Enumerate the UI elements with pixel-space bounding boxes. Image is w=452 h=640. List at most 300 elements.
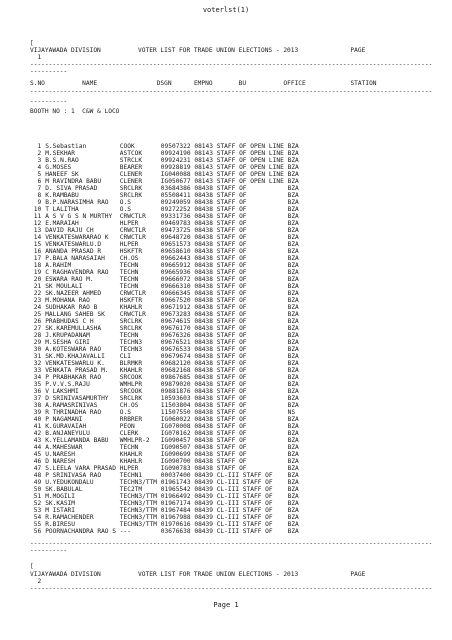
- table-row: [30, 178, 299, 185]
- row-sno: 43: [33, 437, 42, 444]
- row-name: R.BIRESU: [45, 521, 75, 528]
- row-empno: 01967174: [160, 500, 191, 507]
- table-row: [30, 458, 299, 465]
- row-office: STAFF OF OPEN LINE: [216, 157, 284, 164]
- row-empno: 09666072: [160, 276, 191, 283]
- row-empno: IG070008: [160, 423, 191, 430]
- row-dsgn: TECHN3/TTM: [119, 493, 158, 500]
- table-row: [30, 255, 299, 262]
- row-sno: 12: [33, 220, 42, 227]
- row-empno: 09331736: [160, 213, 191, 220]
- row-name: R.RAMACHENDER: [45, 514, 94, 521]
- table-row: [30, 262, 299, 269]
- row-office: CL-III STAFF OF: [216, 472, 273, 479]
- row-name: DAVID RAJU CH: [45, 227, 94, 234]
- table-row: [30, 325, 299, 332]
- row-dsgn: TECHN: [119, 444, 139, 451]
- row-empno: 01970616: [160, 521, 191, 528]
- row-bu: 08438: [194, 325, 213, 332]
- row-office: STAFF OF: [216, 248, 247, 255]
- table-row: [30, 241, 299, 248]
- row-dsgn: KHAHLR: [119, 451, 143, 458]
- row-bu: 08438: [194, 451, 213, 458]
- row-sno: 56: [33, 528, 42, 535]
- row-name: B.S.N.RAO: [45, 157, 79, 164]
- rule-line: ------------------------------------------------------------------------------------------------------------: [30, 540, 433, 547]
- file-title: voterlst(1): [202, 6, 250, 14]
- table-row: [30, 507, 299, 514]
- row-sno: 41: [33, 423, 42, 430]
- row-name: M.MOGILI: [45, 493, 75, 500]
- row-dsgn: TECHN3/TTM: [119, 500, 158, 507]
- row-sno: 55: [33, 521, 42, 528]
- row-empno: 01967988: [160, 514, 191, 521]
- row-bu: 08439: [194, 479, 213, 486]
- row-office: STAFF OF: [216, 262, 247, 269]
- table-row: [30, 360, 299, 367]
- division-name: VIJAYAWADA DIVISION: [30, 571, 101, 578]
- row-office: STAFF OF: [216, 269, 247, 276]
- row-dsgn: TECHN3: [119, 346, 143, 353]
- row-station: BZA: [287, 332, 299, 339]
- row-bu: 08438: [194, 290, 213, 297]
- row-station: BZA: [287, 507, 299, 514]
- col-sno: S.NO: [30, 80, 45, 87]
- row-bu: 08439: [194, 486, 213, 493]
- row-dsgn: O.S: [119, 206, 131, 213]
- table-row: [30, 479, 299, 486]
- row-dsgn: HSKFTR: [119, 297, 143, 304]
- row-station: BZA: [287, 276, 299, 283]
- table-row: [30, 311, 299, 318]
- row-office: STAFF OF: [216, 409, 247, 416]
- row-empno: IG090457: [160, 437, 191, 444]
- table-row: [30, 528, 299, 535]
- row-station: BZA: [287, 241, 299, 248]
- row-name: SK.KAREMULLASHA: [45, 325, 102, 332]
- row-sno: 26: [33, 318, 42, 325]
- row-station: BZA: [287, 192, 299, 199]
- page-number: [30, 54, 41, 61]
- row-name: P.V.V.S.RAJU: [45, 381, 90, 388]
- row-empno: 09666310: [160, 283, 191, 290]
- row-sno: 54: [33, 514, 42, 521]
- row-bu: 08438: [194, 402, 213, 409]
- row-dsgn: ---: [119, 528, 131, 535]
- row-sno: 38: [33, 402, 42, 409]
- row-sno: 31: [33, 353, 42, 360]
- table-row: [30, 297, 299, 304]
- table-row: [30, 332, 299, 339]
- row-name: A.RAMASRINIVAS: [45, 402, 98, 409]
- row-empno: 09676170: [160, 325, 191, 332]
- row-sno: 46: [33, 458, 42, 465]
- row-station: BZA: [287, 465, 299, 472]
- row-bu: 08438: [194, 339, 213, 346]
- row-name: D. SIVA PRASAD: [45, 185, 98, 192]
- row-station: BZA: [287, 269, 299, 276]
- row-empno: 00037400: [160, 472, 191, 479]
- voter-table: [30, 143, 299, 535]
- row-empno: 09676326: [160, 332, 191, 339]
- rule-line: ----------: [30, 68, 68, 75]
- table-row: [30, 143, 299, 150]
- row-bu: 08438: [194, 255, 213, 262]
- table-row: [30, 283, 299, 290]
- row-name: MALLANG SAHEB SK: [45, 311, 105, 318]
- row-name: T LALITHA: [45, 206, 79, 213]
- row-office: STAFF OF: [216, 199, 247, 206]
- row-station: BZA: [287, 171, 299, 178]
- row-name: POORNACHANDRA RAO S: [45, 528, 116, 535]
- table-row: [30, 248, 299, 255]
- row-office: STAFF OF OPEN LINE: [216, 178, 284, 185]
- row-office: STAFF OF: [216, 206, 247, 213]
- row-name: E.MARAIAH: [45, 220, 79, 227]
- row-dsgn: TECHN: [119, 269, 139, 276]
- row-station: BZA: [287, 178, 299, 185]
- row-name: G.MOSES: [45, 164, 72, 171]
- row-name: PRABHUDAS C H: [45, 318, 94, 325]
- table-row: [30, 164, 299, 171]
- row-office: STAFF OF: [216, 388, 247, 395]
- row-empno: 09665936: [160, 269, 191, 276]
- row-name: K.GURAVAIAH: [45, 423, 87, 430]
- row-name: S.Sebastian: [45, 143, 87, 150]
- row-station: BZA: [287, 283, 299, 290]
- rule-line: ------------------------------------------------------------------------------------------------------------: [30, 88, 433, 95]
- row-name: S.LEELA VARA PRASAD: [45, 465, 116, 472]
- row-sno: 50: [33, 486, 42, 493]
- row-sno: 19: [33, 269, 42, 276]
- row-sno: 23: [33, 297, 42, 304]
- table-row: [30, 388, 299, 395]
- row-office: STAFF OF: [216, 234, 247, 241]
- row-station: BZA: [287, 402, 299, 409]
- row-dsgn: SRCLRK: [119, 325, 143, 332]
- row-empno: 09682168: [160, 367, 191, 374]
- table-row: [30, 353, 299, 360]
- row-name: SK MOULALI: [45, 283, 83, 290]
- report-title: VOTER LIST FOR TRADE UNION ELECTIONS - 2013: [138, 47, 299, 54]
- row-dsgn: HLPER: [119, 465, 139, 472]
- row-empno: 09924190: [160, 150, 191, 157]
- row-dsgn: CRWCTLR: [119, 290, 146, 297]
- row-sno: 21: [33, 283, 42, 290]
- row-office: CL-III STAFF OF: [216, 500, 273, 507]
- row-dsgn: STRCLK: [119, 157, 143, 164]
- row-bu: 08438: [194, 458, 213, 465]
- row-sno: 49: [33, 479, 42, 486]
- row-office: STAFF OF: [216, 192, 247, 199]
- row-empno: 09651573: [160, 241, 191, 248]
- row-office: STAFF OF: [216, 430, 247, 437]
- table-row: [30, 472, 299, 479]
- row-empno: IG050677: [160, 178, 191, 185]
- row-empno: 09473725: [160, 227, 191, 234]
- row-office: CL-III STAFF OF: [216, 479, 273, 486]
- row-dsgn: TECHN1: [119, 472, 143, 479]
- row-station: BZA: [287, 395, 299, 402]
- row-bu: 08438: [194, 444, 213, 451]
- row-name: J.KRUPADANAM: [45, 332, 90, 339]
- row-name: A S V G S N MURTHY: [45, 213, 113, 220]
- row-station: BZA: [287, 458, 299, 465]
- row-empno: 03684386: [160, 185, 191, 192]
- row-sno: 35: [33, 381, 42, 388]
- row-station: BZA: [287, 248, 299, 255]
- row-office: STAFF OF: [216, 276, 247, 283]
- row-bu: 08438: [194, 367, 213, 374]
- row-bu: 08439: [194, 528, 213, 535]
- row-station: BZA: [287, 486, 299, 493]
- row-station: BZA: [287, 444, 299, 451]
- row-bu: 08438: [194, 185, 213, 192]
- row-station: BZA: [287, 290, 299, 297]
- page-footer: Page 1: [213, 601, 239, 609]
- row-bu: 08439: [194, 507, 213, 514]
- row-office: STAFF OF: [216, 318, 247, 325]
- row-dsgn: CH.OS: [119, 402, 139, 409]
- row-sno: 20: [33, 276, 42, 283]
- row-office: STAFF OF: [216, 444, 247, 451]
- row-bu: 08438: [194, 248, 213, 255]
- row-empno: IG060022: [160, 416, 191, 423]
- row-station: BZA: [287, 493, 299, 500]
- row-name: A.MAHESWAR: [45, 444, 83, 451]
- table-row: [30, 171, 299, 178]
- row-dsgn: TECHN3/TTM: [119, 507, 158, 514]
- row-station: BZA: [287, 423, 299, 430]
- row-empno: 09867685: [160, 374, 191, 381]
- row-dsgn: WMHLPR-2: [119, 437, 150, 444]
- table-row: [30, 437, 299, 444]
- row-empno: 09665912: [160, 262, 191, 269]
- row-dsgn: WMHLPR: [119, 381, 143, 388]
- row-office: CL-III STAFF OF: [216, 514, 273, 521]
- row-dsgn: TECHN3/TTM: [119, 521, 158, 528]
- row-empno: 09662443: [160, 255, 191, 262]
- table-row: [30, 234, 299, 241]
- row-sno: 51: [33, 493, 42, 500]
- row-name: K.RAMBABU: [45, 192, 79, 199]
- row-sno: 17: [33, 255, 42, 262]
- row-station: BZA: [287, 164, 299, 171]
- row-sno: 40: [33, 416, 42, 423]
- row-bu: 08143: [194, 150, 213, 157]
- row-empno: 09676521: [160, 339, 191, 346]
- row-empno: 09879020: [160, 381, 191, 388]
- row-dsgn: CRWCTLR: [119, 311, 146, 318]
- row-empno: 09671912: [160, 304, 191, 311]
- row-empno: IG070162: [160, 430, 191, 437]
- row-office: STAFF OF: [216, 381, 247, 388]
- row-office: STAFF OF: [216, 437, 247, 444]
- row-dsgn: TECHN: [119, 262, 139, 269]
- row-empno: 09682120: [160, 360, 191, 367]
- row-bu: 08438: [194, 234, 213, 241]
- table-row: [30, 395, 299, 402]
- table-row: [30, 402, 299, 409]
- table-row: [30, 514, 299, 521]
- row-sno: 32: [33, 360, 42, 367]
- row-empno: IG090783: [160, 465, 191, 472]
- row-bu: 08438: [194, 360, 213, 367]
- row-name: P PRABHAKAR RAO: [45, 374, 102, 381]
- row-office: STAFF OF: [216, 339, 247, 346]
- row-station: BZA: [287, 199, 299, 206]
- table-row: [30, 199, 299, 206]
- row-bu: 08438: [194, 465, 213, 472]
- row-office: CL-III STAFF OF: [216, 528, 273, 535]
- report-header: [30, 571, 365, 578]
- table-row: [30, 381, 299, 388]
- row-office: STAFF OF: [216, 458, 247, 465]
- row-name: ESWARA RAO M.: [45, 276, 94, 283]
- row-empno: IG090700: [160, 458, 191, 465]
- row-name: U.YEDUKONDALU: [45, 479, 94, 486]
- row-dsgn: CRWCTLR: [119, 227, 146, 234]
- table-row: [30, 451, 299, 458]
- row-office: STAFF OF: [216, 227, 247, 234]
- row-empno: IG090507: [160, 444, 191, 451]
- row-station: BZA: [287, 157, 299, 164]
- row-name: A.KOTESWARA RAO: [45, 346, 102, 353]
- row-sno: 11: [33, 213, 42, 220]
- row-sno: 52: [33, 500, 42, 507]
- row-office: STAFF OF: [216, 374, 247, 381]
- row-dsgn: HLPER: [119, 241, 139, 248]
- rule-line: ------------------------------------------------------------------------------------------------------------: [30, 61, 433, 68]
- row-dsgn: O.S: [119, 409, 131, 416]
- row-station: BZA: [287, 500, 299, 507]
- row-empno: 01967484: [160, 507, 191, 514]
- page-word: PAGE: [350, 47, 366, 54]
- row-sno: 16: [33, 248, 42, 255]
- row-empno: 09658610: [160, 248, 191, 255]
- report-title: VOTER LIST FOR TRADE UNION ELECTIONS - 2013: [138, 571, 299, 578]
- row-dsgn: TECHN3/TTM: [119, 479, 158, 486]
- row-dsgn: TECHN: [119, 283, 139, 290]
- row-dsgn: CLENER: [119, 171, 143, 178]
- row-bu: 08439: [194, 472, 213, 479]
- row-station: BZA: [287, 374, 299, 381]
- row-empno: 09928819: [160, 164, 191, 171]
- row-dsgn: TECHN3: [119, 339, 143, 346]
- row-bu: 08143: [194, 157, 213, 164]
- report-header: [30, 47, 365, 54]
- row-sno: 44: [33, 444, 42, 451]
- row-name: P.BALA NARASAIAH: [45, 255, 105, 262]
- row-office: STAFF OF OPEN LINE: [216, 164, 284, 171]
- table-row: [30, 367, 299, 374]
- row-office: STAFF OF OPEN LINE: [216, 171, 284, 178]
- row-bu: 08438: [194, 199, 213, 206]
- row-station: BZA: [287, 325, 299, 332]
- row-sno: 4: [37, 164, 42, 171]
- row-dsgn: SRCOOK: [119, 388, 143, 395]
- division-name: VIJAYAWADA DIVISION: [30, 47, 101, 54]
- row-empno: 09679674: [160, 353, 191, 360]
- table-row: [30, 500, 299, 507]
- table-row: [30, 493, 299, 500]
- row-name: U.NARESH: [45, 451, 75, 458]
- row-empno: 03676638: [160, 528, 191, 535]
- row-empno: 01965542: [160, 486, 191, 493]
- row-dsgn: KHAHLR: [119, 367, 143, 374]
- row-station: BZA: [287, 514, 299, 521]
- row-dsgn: CLERK: [119, 430, 139, 437]
- row-office: CL-III STAFF OF: [216, 507, 273, 514]
- col-dsgn: DSGN: [156, 80, 172, 87]
- table-row: [30, 416, 299, 423]
- row-sno: 5: [37, 171, 42, 178]
- row-bu: 08438: [194, 269, 213, 276]
- row-office: STAFF OF: [216, 311, 247, 318]
- row-empno: 01966492: [160, 493, 191, 500]
- row-station: BZA: [287, 150, 299, 157]
- row-station: BZA: [287, 381, 299, 388]
- row-office: STAFF OF: [216, 283, 247, 290]
- table-row: [30, 444, 299, 451]
- row-bu: 08439: [194, 521, 213, 528]
- row-dsgn: BEARER: [119, 164, 143, 171]
- row-station: BZA: [287, 472, 299, 479]
- row-station: BZA: [287, 304, 299, 311]
- row-bu: 08438: [194, 206, 213, 213]
- row-office: STAFF OF: [216, 213, 247, 220]
- row-bu: 08438: [194, 332, 213, 339]
- row-station: BZA: [287, 416, 299, 423]
- row-office: CL-III STAFF OF: [216, 493, 273, 500]
- row-empno: IG040088: [160, 171, 191, 178]
- table-row: [30, 409, 299, 416]
- row-dsgn: CRWCTLR: [119, 234, 146, 241]
- row-empno: IG090699: [160, 451, 191, 458]
- row-bu: 08438: [194, 395, 213, 402]
- row-bu: 08438: [194, 220, 213, 227]
- table-row: [30, 157, 299, 164]
- row-sno: 47: [33, 465, 42, 472]
- row-dsgn: ASTCOK: [119, 150, 143, 157]
- row-bu: 08143: [194, 143, 213, 150]
- table-row: [30, 206, 299, 213]
- row-bu: 08438: [194, 437, 213, 444]
- row-dsgn: HLPER: [119, 220, 139, 227]
- row-empno: 09648720: [160, 234, 191, 241]
- row-station: BZA: [287, 234, 299, 241]
- row-office: STAFF OF: [216, 304, 247, 311]
- row-station: BZA: [287, 360, 299, 367]
- row-sno: 13: [33, 227, 42, 234]
- row-name: B.P.NARASIMHA RAO: [45, 199, 109, 206]
- row-empno: 09469783: [160, 220, 191, 227]
- row-bu: 08143: [194, 171, 213, 178]
- row-station: BZA: [287, 185, 299, 192]
- row-sno: 14: [33, 234, 42, 241]
- row-station: BZA: [287, 479, 299, 486]
- table-row: [30, 423, 299, 430]
- row-station: BZA: [287, 430, 299, 437]
- rule-line: ----------: [30, 98, 68, 105]
- row-dsgn: COOK: [119, 143, 135, 150]
- row-name: SK.MD.KHAJAVALLI: [45, 353, 105, 360]
- table-row: [30, 486, 299, 493]
- row-station: BZA: [287, 353, 299, 360]
- table-row: [30, 339, 299, 346]
- row-dsgn: SRCLRK: [119, 395, 143, 402]
- row-station: BZA: [287, 318, 299, 325]
